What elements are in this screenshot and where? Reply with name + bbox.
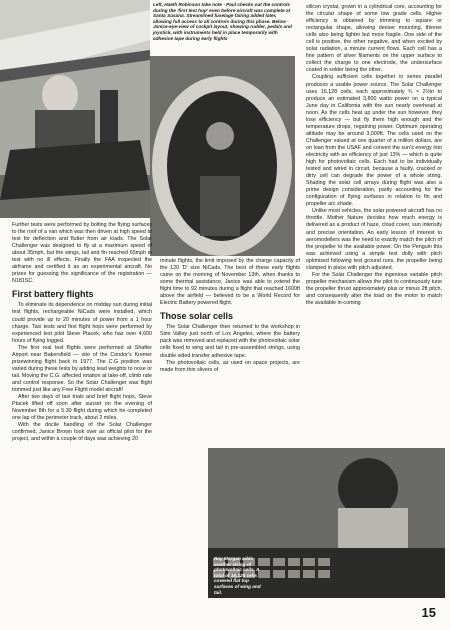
photo-cockpit-layout (150, 56, 295, 256)
body-paragraph: The Solar Challenger then returned to the workshop in Simi Valley just north of Los Angeles, where the battery pack was removed and replaced with the photovoltaic solar cells fixed to wing and tail in pre-assembled strings, using double sided transfer adhesive tape. (160, 324, 300, 359)
intro-paragraph: Further tests were performed by bolting the flying surfaces to the roof of a van which was then driven at high speed to test for deflection and flutter from air loads. The Solar Challenger was designed to fly at a maximum speed of about 35mph, but the wings, tail and fin reached 65mph in test with no ill effects. Finally the FAA inspected the airframe and certified it as an experimental aircraft. No prizes for guessing the significance of the registration — N181SC. (12, 222, 152, 285)
photo-caption-top: Left, Haeth Robinson take note · Paul checks out the controls during the 'first test hop' even before aircraft was complete at Santa Susana. Streamlined fuselage fairing added later, allowing full access to all controls during this phase. Below · Janice-eye-view of cockpit layout, showing rudder, pedals and joystick, with instruments held in place temporarily with adhesive tape during early flights (153, 2, 292, 41)
text-column-right (306, 4, 442, 307)
body-paragraph: silicon crystal, grown in a cylindrical core, accounting for the circular shape of some low grade cells. Higher efficiency is obtained by trimming to square or rectangular shape, allowing denser mounting, thinner cells also being lighter but more fragile. One side of the cell is positive, the other negative, and when excited by solar radiation, a minute current flows. Each cell has a fine pattern of silver filaments on the upper surface to collect the charge to one electrode, the undersurface coated in solder being the other. (306, 4, 442, 74)
body-paragraph: minute flights, the limit imposed by the charge capacity of the 120 'D' size NiCads. The best of these early flights came on the morning of November 13th, when thanks to some thermal assistance, Janice was able to extend the flight time to 92 minutes during a flight that reached 1600ft above the airfield — believed to be a World Record for Electric Battery powered flight. (160, 258, 300, 307)
body-paragraph: With the docile handling of the Solar Challenger confirmed, Janice Brown took over as official pilot for the project, and within a couple of days was achieving 20 (12, 422, 152, 443)
text-column-left (12, 222, 152, 443)
section-heading-battery: First battery flights (12, 289, 94, 300)
text-column-middle (160, 258, 300, 374)
body-paragraph: The photovoltaic cells, as used on space projects, are made from thin slivers of (160, 359, 300, 373)
body-paragraph: The first real test flights were performed at Shafter Airport near Bakersfield — site of the Condor's Kremer prizewinning flight back in 1977. The C.G position was varied during these tests by adding lead weights to nose or tail. Moving the C.G. affected rotation at take-off, climb rate and control response. So the Solar Challenger was flight trimmed just like any Free Flight model aircraft! (12, 344, 152, 393)
photo-pilot-cockpit (0, 0, 150, 218)
body-paragraph: To eliminate its dependence on midday sun during initial test flights, rechargeable NiCads were installed, which could provide up to 20 minutes of power from a 1 hour charge. Taxi tests and first flight hops were performed by experienced test pilot Steve Ptacek, who has over 4,600 hours of flying logged. (12, 302, 152, 344)
body-paragraph: Coupling sufficient cells together in series parallel produces a usable power source. The Solar Challenger uses 16,128 cells, each approximately ¾ × 2½in to produce an estimated 3,800 watts power on a typical June day in California with the sun nearly overhead at noon. As the cells heat up under the sun however, they lose efficiency — but fly them high enough and the temperature drops, regaining power. Optimum operating altitude may be around 3,000ft. The cells used on the Challenger valued at one quarter of a million dollars, are on loan from the USAF and convert the sun's energy into electricity with an efficiency of just 13% — which is quite high for photovoltaic cells. Each had to be individually tested and wired in circuit, because a faulty, cracked or dirty cell can degrade the power of a whole string. Shading the solar cell arrays during flight was also a prime design consideration, partly accounting for the configuration of flying surfaces in relation to fin and propeller arc shade. (306, 74, 442, 208)
body-paragraph: For the Solar Challenger the ingenious variable pitch propeller mechanism allows the pilot to continuously tune the propeller thrust approximately plus or minus 2ft pitch, and consequently alter the load on the motor to match the available in-coming (306, 271, 442, 306)
body-paragraph: After two days of taxi trials and brief flight hops, Steve Ptacek lifted off soon after sunset on the evening of November 8th for a 5.30 flight during which he completed one lap of the perimeter track, about 2 miles. (12, 394, 152, 422)
page-number: 15 (421, 605, 436, 620)
photo-caption-bottom: Ray Morgan adds another string of photovoltaic cells. A total of 16,128 cells covered flat top surfaces of wing and tail. (214, 556, 261, 595)
section-heading-solar-cells: Those solar cells (160, 311, 234, 322)
body-paragraph: Unlike most vehicles, the solar powered aircraft has no throttle. Mother Nature decides how much energy is delivered as a product of haze, cloud cover, sun intensity and precise orientation. An early lesson of interest to aeromodellers was the need to exactly match the pitch of the propeller to the available power. On the Penguin this was achieved using a simple test dolly with pitch optimised following test ground runs, the propeller being clamped in place with pitch adjusted. (306, 208, 442, 271)
